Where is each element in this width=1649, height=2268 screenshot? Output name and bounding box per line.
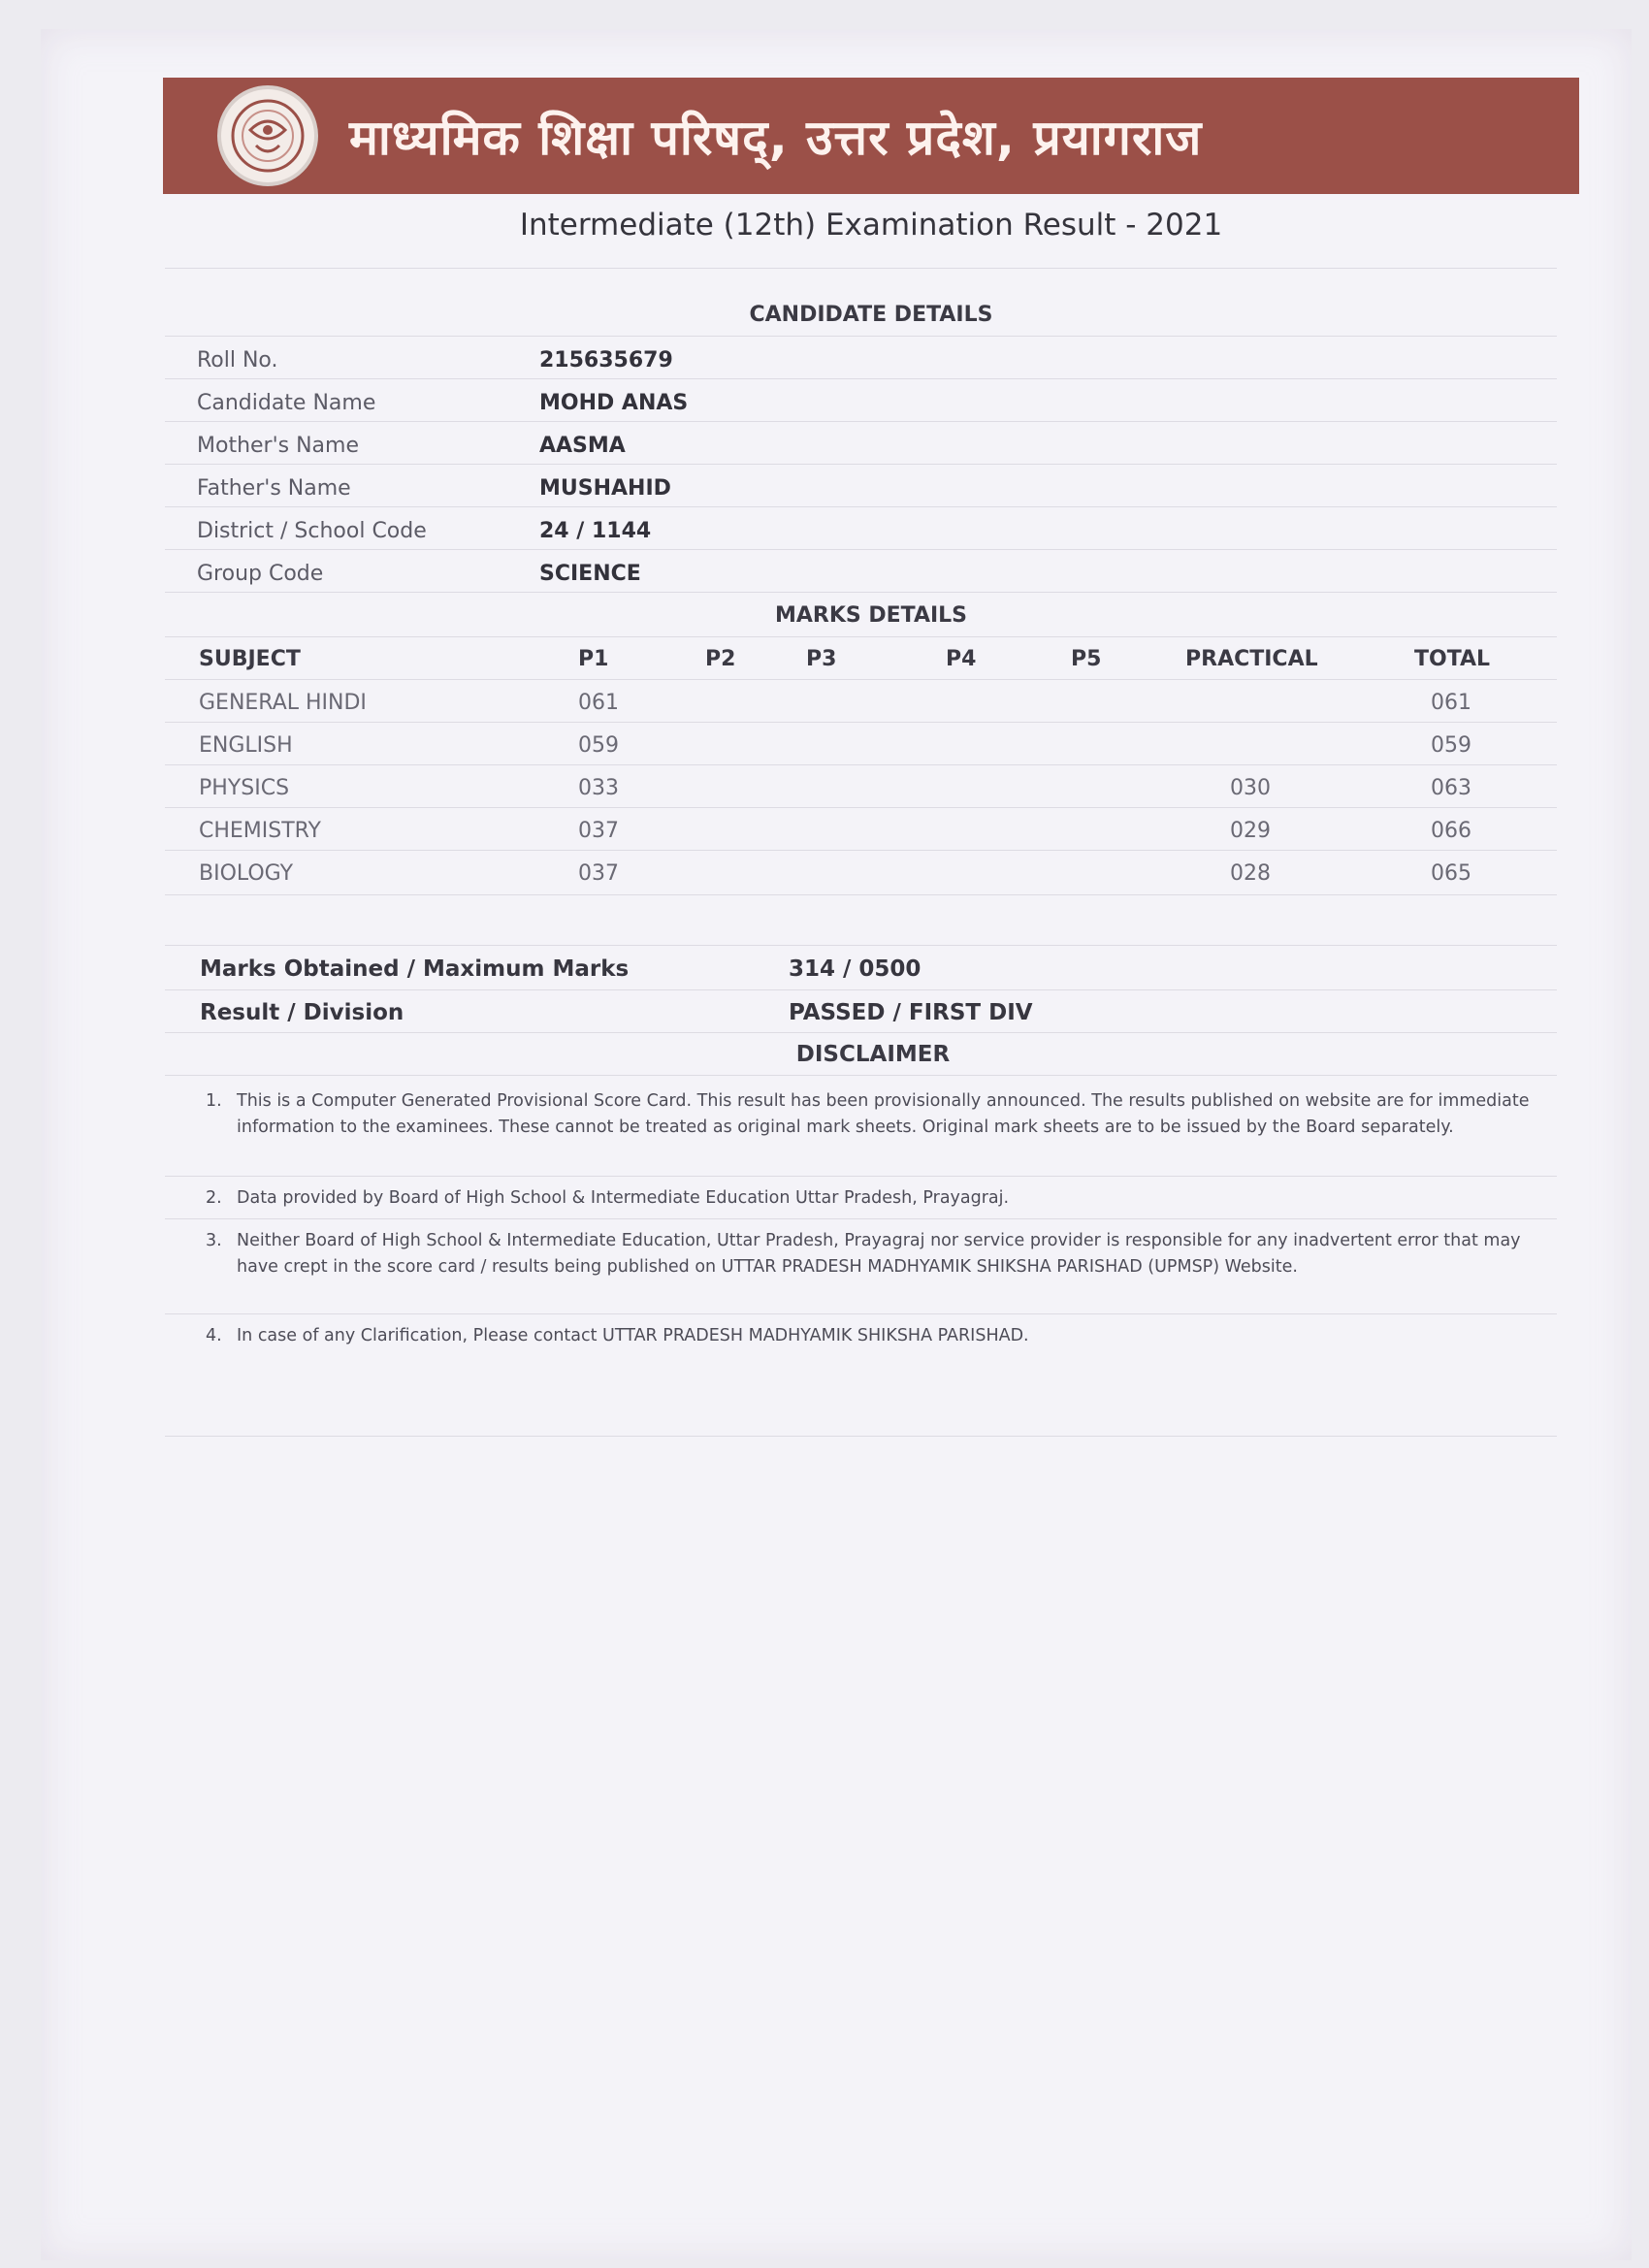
total-mark: 066 [1431, 819, 1471, 843]
roll-no-label: Roll No. [197, 348, 278, 373]
roll-no-value: 215635679 [539, 348, 673, 373]
disclaimer-text: In case of any Clarification, Please contact UTTAR PRADESH MADHYAMIK SHIKSHA PARISHAD. [237, 1326, 1029, 1345]
marks-obtained-label: Marks Obtained / Maximum Marks [200, 956, 630, 982]
divider [165, 807, 1557, 808]
p1-mark: 037 [578, 819, 619, 843]
header-banner [163, 78, 1579, 194]
disclaimer-text: Data provided by Board of High School & Intermediate Education Uttar Pradesh, Prayagraj. [237, 1188, 1010, 1208]
disclaimer-text: Neither Board of High School & Intermediate Education, Uttar Pradesh, Prayagraj nor service provider is responsible for any inadvertent error that may have crept in the score card / results being published on UTTAR PRADESH MADHYAMIK SHIKSHA PARISHAD (UPMSP) Website. [237, 1231, 1521, 1277]
divider [165, 722, 1557, 723]
disclaimer-number: 3. [206, 1231, 222, 1250]
col-total: TOTAL [1414, 647, 1491, 671]
group-code-label: Group Code [197, 562, 324, 586]
page-subtitle: Intermediate (12th) Examination Result - 2021 [519, 208, 1223, 243]
divider [165, 679, 1557, 680]
disclaimer-number: 1. [206, 1091, 222, 1111]
disclaimer-item [206, 1185, 1544, 1212]
marks-obtained-value: 314 / 0500 [789, 956, 922, 982]
practical-mark: 029 [1230, 819, 1271, 843]
divider [165, 1436, 1557, 1437]
candidate-details-heading: CANDIDATE DETAILS [749, 303, 993, 327]
school-code-value: 24 / 1144 [539, 519, 652, 543]
candidate-name-label: Candidate Name [197, 391, 376, 415]
candidate-name-value: MOHD ANAS [539, 391, 689, 415]
divider [165, 945, 1557, 946]
divider [165, 850, 1557, 851]
col-p5: P5 [1071, 647, 1102, 671]
subject-name: GENERAL HINDI [199, 691, 367, 715]
result-division-label: Result / Division [200, 1000, 404, 1025]
col-p1: P1 [578, 647, 609, 671]
total-mark: 059 [1431, 733, 1471, 758]
subject-name: ENGLISH [199, 733, 293, 758]
disclaimer-heading: DISCLAIMER [795, 1042, 951, 1067]
marks-details-heading: MARKS DETAILS [774, 603, 968, 628]
group-code-value: SCIENCE [539, 562, 641, 586]
divider [165, 1075, 1557, 1076]
upmsp-logo-icon [217, 85, 318, 186]
divider [165, 636, 1557, 637]
practical-mark: 028 [1230, 861, 1271, 886]
disclaimer-text: This is a Computer Generated Provisional Score Card. This result has been provisionally announced. The results published on website are for immediate information to the examinees. These cannot be treated as original mark sheets. Original mark sheets are to be issued by the Board separately. [237, 1091, 1530, 1137]
col-p3: P3 [806, 647, 837, 671]
subject-name: PHYSICS [199, 776, 290, 800]
divider [165, 1032, 1557, 1033]
mother-name-value: AASMA [539, 434, 626, 458]
disclaimer-item [206, 1323, 1544, 1349]
paper-sheet [41, 29, 1632, 2260]
divider [165, 336, 1557, 337]
divider [165, 764, 1557, 765]
divider [165, 592, 1557, 593]
col-p4: P4 [946, 647, 977, 671]
divider [165, 378, 1557, 379]
divider [165, 421, 1557, 422]
divider [165, 268, 1557, 269]
col-subject: SUBJECT [199, 647, 301, 671]
divider [165, 549, 1557, 550]
divider [165, 989, 1557, 990]
mother-name-label: Mother's Name [197, 434, 359, 458]
p1-mark: 061 [578, 691, 619, 715]
divider [165, 1218, 1557, 1219]
subject-name: BIOLOGY [199, 861, 294, 886]
total-mark: 063 [1431, 776, 1471, 800]
divider [165, 506, 1557, 507]
disclaimer-item [206, 1088, 1544, 1141]
disclaimer-number: 4. [206, 1326, 222, 1345]
total-mark: 061 [1431, 691, 1471, 715]
father-name-value: MUSHAHID [539, 476, 671, 501]
practical-mark: 030 [1230, 776, 1271, 800]
disclaimer-number: 2. [206, 1188, 222, 1208]
col-practical: PRACTICAL [1185, 647, 1318, 671]
father-name-label: Father's Name [197, 476, 351, 501]
disclaimer-item [206, 1228, 1544, 1280]
subject-name: CHEMISTRY [199, 819, 321, 843]
divider [165, 1176, 1557, 1177]
divider [165, 1313, 1557, 1314]
result-division-value: PASSED / FIRST DIV [789, 1000, 1033, 1025]
school-code-label: District / School Code [197, 519, 427, 543]
p1-mark: 037 [578, 861, 619, 886]
divider [165, 894, 1557, 895]
board-title: माध्यमिक शिक्षा परिषद्, उत्तर प्रदेश, प्रयागराज [349, 110, 1203, 166]
p1-mark: 033 [578, 776, 619, 800]
total-mark: 065 [1431, 861, 1471, 886]
col-p2: P2 [705, 647, 736, 671]
p1-mark: 059 [578, 733, 619, 758]
divider [165, 464, 1557, 465]
